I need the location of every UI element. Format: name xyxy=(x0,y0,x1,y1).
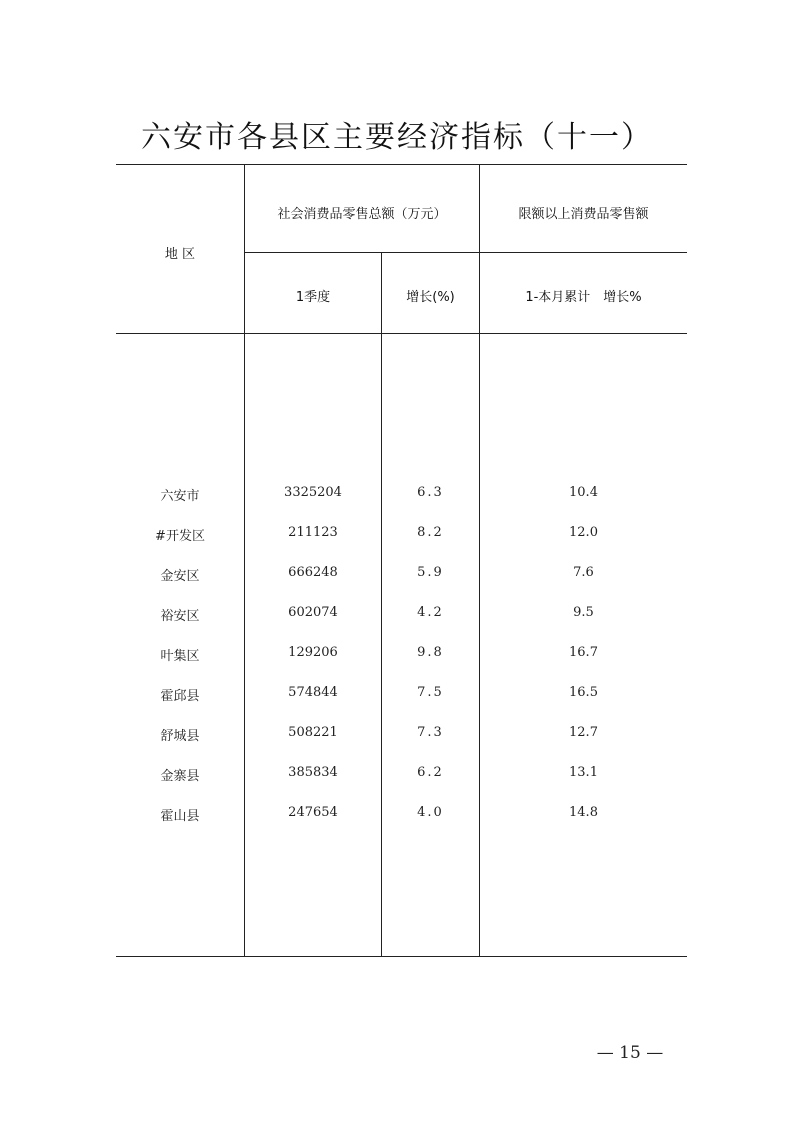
table-top-rule xyxy=(116,164,687,165)
page-number: — 15 — xyxy=(596,1043,664,1063)
above-limit-growth-value: 16.7 xyxy=(569,645,598,660)
q1-total-value: 574844 xyxy=(288,685,338,700)
growth-value: 7.3 xyxy=(417,725,444,740)
q1-total-value: 3325204 xyxy=(284,485,342,500)
above-limit-growth-value: 9.5 xyxy=(573,605,594,620)
region-column-divider xyxy=(244,164,245,956)
above-limit-growth-value: 16.5 xyxy=(569,685,598,700)
above-limit-growth-value: 14.8 xyxy=(569,805,598,820)
above-limit-growth-value: 10.4 xyxy=(569,485,598,500)
region-name: 六安市 xyxy=(160,489,200,504)
region-name: 舒城县 xyxy=(160,729,200,744)
growth-value: 7.5 xyxy=(417,685,444,700)
table-bottom-rule xyxy=(116,956,687,957)
region-name: 霍邱县 xyxy=(160,689,200,704)
header-q1: 1季度 xyxy=(295,290,331,305)
growth-column-divider xyxy=(479,164,480,956)
region-name: 金安区 xyxy=(160,569,200,584)
region-name: #开发区 xyxy=(155,529,205,544)
q1-total-value: 508221 xyxy=(288,725,338,740)
region-name: 裕安区 xyxy=(160,609,200,624)
header-retail-total: 社会消费品零售总额（万元） xyxy=(277,207,447,222)
growth-value: 9.8 xyxy=(417,645,444,660)
growth-value: 6.3 xyxy=(417,485,444,500)
growth-value: 4.2 xyxy=(417,605,444,620)
q1-total-value: 211123 xyxy=(288,525,338,540)
q1-total-value: 666248 xyxy=(288,565,338,580)
growth-value: 6.2 xyxy=(417,765,444,780)
region-name: 叶集区 xyxy=(160,649,200,664)
q1-total-value: 129206 xyxy=(288,645,338,660)
growth-value: 5.9 xyxy=(417,565,444,580)
page-title: 六安市各县区主要经济指标（十一） xyxy=(141,120,653,155)
header-region: 地 区 xyxy=(164,247,196,262)
q1-total-value: 385834 xyxy=(288,765,338,780)
header-growth-pct: 增长(%) xyxy=(406,290,455,305)
q1-total-value: 247654 xyxy=(288,805,338,820)
header-cumulative-growth: 1-本月累计 增长% xyxy=(525,290,642,305)
above-limit-growth-value: 7.6 xyxy=(573,565,594,580)
above-limit-growth-value: 12.0 xyxy=(569,525,598,540)
header-above-limit: 限额以上消费品零售额 xyxy=(518,207,649,222)
growth-value: 8.2 xyxy=(417,525,444,540)
growth-value: 4.0 xyxy=(417,805,444,820)
above-limit-growth-value: 12.7 xyxy=(569,725,598,740)
region-name: 霍山县 xyxy=(160,809,200,824)
region-name: 金寨县 xyxy=(160,769,200,784)
total-column-divider xyxy=(381,252,382,956)
above-limit-growth-value: 13.1 xyxy=(569,765,598,780)
header-bottom-rule xyxy=(116,333,687,334)
header-mid-rule xyxy=(245,252,687,253)
q1-total-value: 602074 xyxy=(288,605,338,620)
